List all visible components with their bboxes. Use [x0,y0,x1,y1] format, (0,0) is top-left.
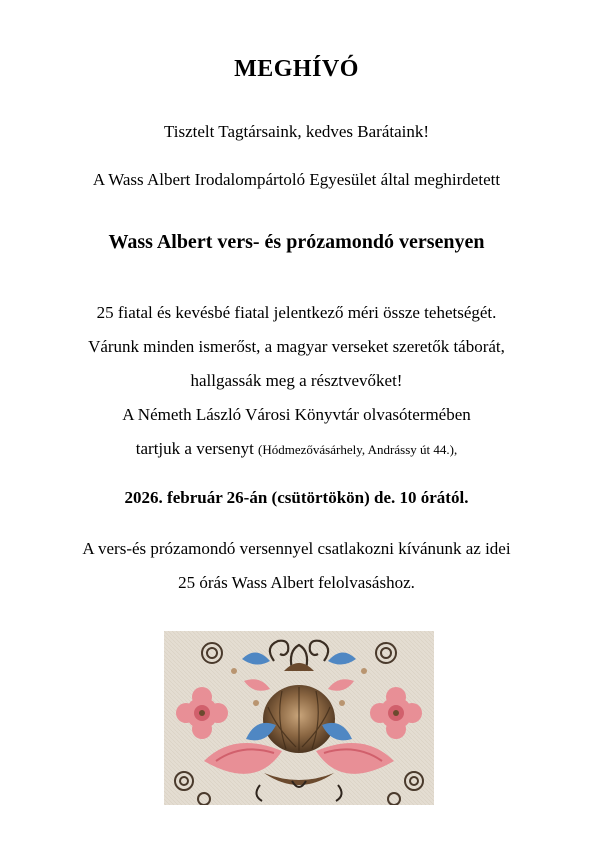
event-date-suffix: . [464,488,469,507]
closing-line-1: A vers-és prózamondó versennyel csatlakozni kívánunk az idei [82,539,511,558]
event-date: 2026. február 26-án (csütörtökön) de. 10 órától [124,488,465,507]
greeting-line: Tisztelt Tagtársaink, kedves Barátaink! [163,122,430,141]
body-line-3: hallgassák meg a résztvevőket! [190,371,403,390]
contest-title: Wass Albert vers- és prózamondó versenyen [108,231,485,253]
body-line-2: Várunk minden ismerőst, a magyar verseket szeretők táborát, [88,337,505,356]
invitation-title: MEGHÍVÓ [234,56,359,82]
venue-address: (Hódmezővásárhely, Andrássy út 44.), [258,442,458,457]
body-line-1: 25 fiatal és kevésbé fiatal jelentkező méri össze tehetségét. [96,303,497,322]
body-line-4: A Németh László Városi Könyvtár olvasótermében [122,405,471,424]
organization-line: A Wass Albert Irodalompártoló Egyesület által meghirdetett [92,170,501,189]
embroidery-image [164,631,434,805]
closing-line-2: 25 órás Wass Albert felolvasáshoz. [178,573,415,592]
venue-text: tartjuk a versenyt [135,439,259,458]
event-date-line [0,488,593,508]
body-line-5 [0,439,593,459]
